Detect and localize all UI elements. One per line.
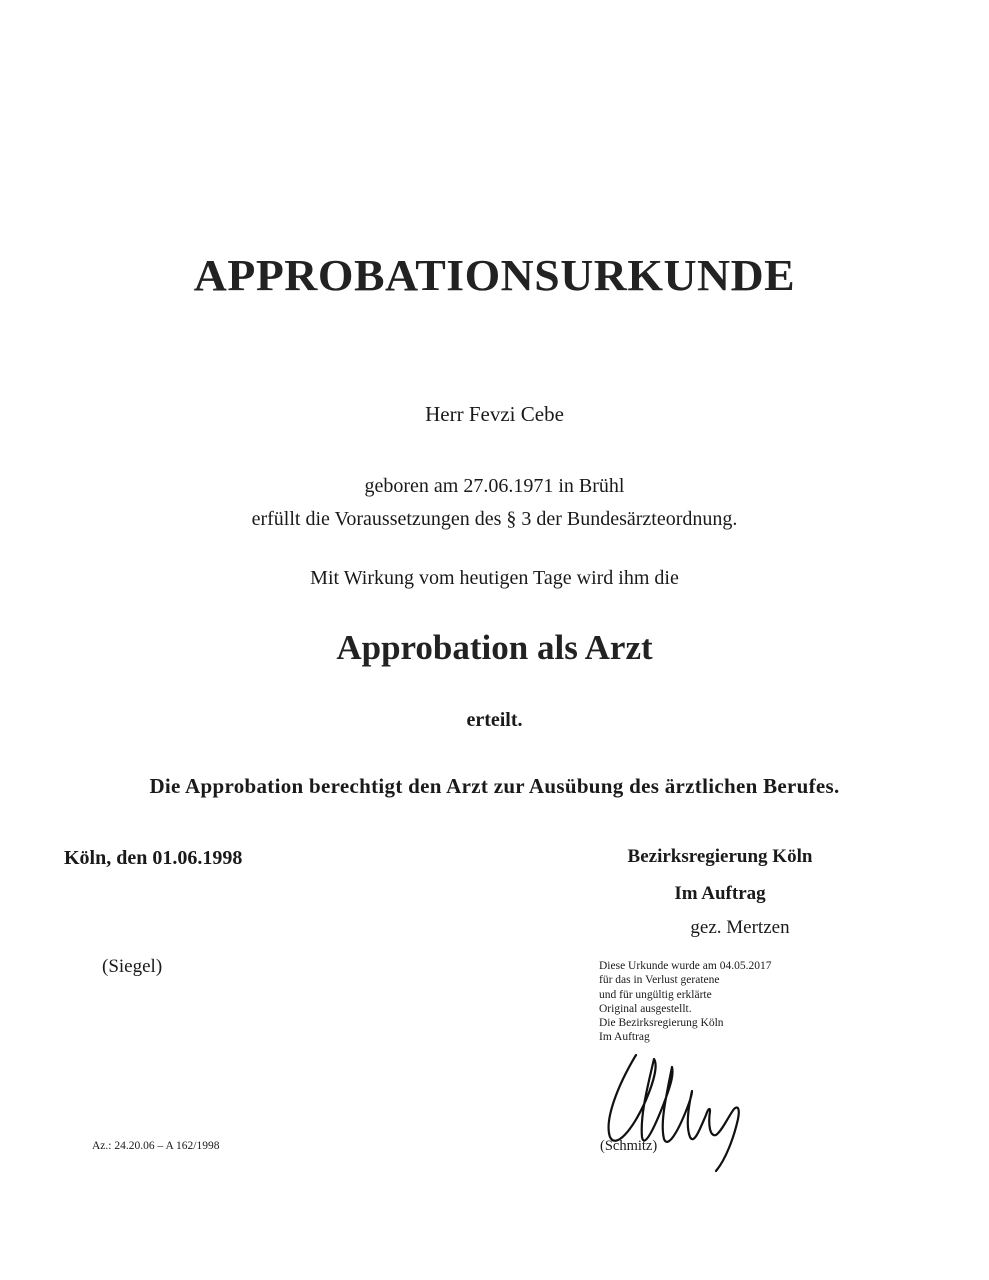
- recipient-name: Herr Fevzi Cebe: [425, 402, 564, 426]
- reissue-note: [599, 959, 771, 1045]
- reissue-note-line: und für ungültig erklärte: [599, 988, 712, 1001]
- entitlement-statement: Die Approbation berechtigt den Arzt zur Ausübung des ärztlichen Berufes.: [149, 774, 840, 798]
- birth-details: geboren am 27.06.1971 in Brühl: [364, 475, 625, 497]
- reissue-note-line: für das in Verlust geratene: [599, 974, 720, 987]
- reissue-note-line: Die Bezirksregierung Köln: [599, 1017, 724, 1030]
- effect-line: Mit Wirkung vom heutigen Tage wird ihm die: [310, 567, 679, 589]
- approbation-heading: Approbation als Arzt: [336, 628, 653, 667]
- reissue-note-line: Original ausgestellt.: [599, 1002, 692, 1015]
- requirements-line: erfüllt die Voraussetzungen des § 3 der Bundesärzteordnung.: [251, 508, 738, 530]
- document-title: APPROBATIONSURKUNDE: [193, 251, 796, 300]
- seal-placeholder: (Siegel): [102, 956, 163, 977]
- reissue-note-line: Diese Urkunde wurde am 04.05.2017: [599, 960, 772, 972]
- file-reference: Az.: 24.20.06 – A 162/1998: [92, 1140, 220, 1152]
- granted-line: erteilt.: [466, 709, 523, 731]
- by-order-line: Im Auftrag: [674, 883, 766, 904]
- handwritten-signature: [588, 1045, 758, 1175]
- signed-by: gez. Mertzen: [690, 917, 790, 938]
- place-and-date: Köln, den 01.06.1998: [64, 847, 243, 869]
- issuing-authority: Bezirksregierung Köln: [627, 846, 813, 867]
- signer-name: (Schmitz): [600, 1138, 658, 1154]
- reissue-note-line: Im Auftrag: [599, 1031, 650, 1044]
